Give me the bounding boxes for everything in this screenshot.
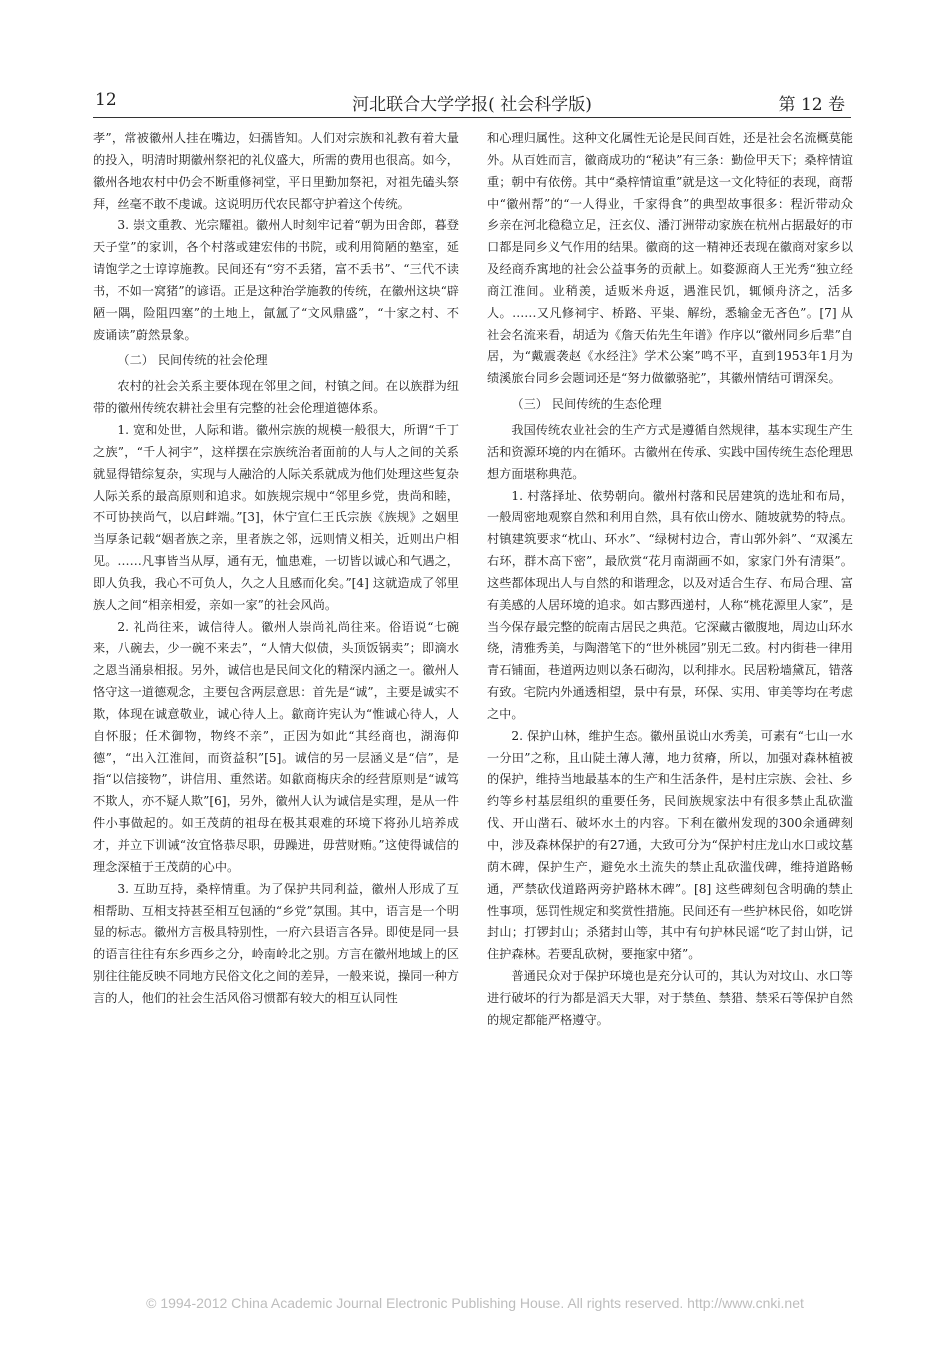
paragraph: 普通民众对于保护环境也是充分认可的，其认为对坟山、水口等进行破坏的行为都是滔天大罪，对于禁鱼、禁猎、禁采石等保护自然的规定都能严格遵守。 xyxy=(487,969,853,1027)
paragraph: 3. 互助互持，桑梓情重。为了保护共同利益，徽州人形成了互相帮助、互相支持甚至相互包涵的“乡党”氛围。其中，语言是一个明显的标志。徽州方言极具特别性，一府六县语言各异。即使是同一县的语言往往有东乡西乡之分，岭南岭北之别。方言在徽州地域上的区别往往能反映不同地方民俗文化之间的差异，一般来说，操同一种方言的人，他们的社会生活风俗习惯都有较大的相互认同性 xyxy=(93,881,459,1005)
paragraph: 2. 保护山林，维护生态。徽州虽说山水秀美，可素有“七山一水一分田”之称，且山陡土薄人薄，地力贫瘠，所以，加强对森林植被的保护，维持当地最基本的生产和生活条件，是村庄宗族、会社、乡约等乡村基层组织的重要任务，民间族规家法中有很多禁止乱砍滥伐、开山凿石、破坏水土的内容。下利在徽州发现的300余通碑刻中，涉及森林保护的有27通，大致可分为“保护村庄龙山水口或坟墓荫木碑，保护生产，避免水土流失的禁止乱砍滥伐碑，维持道路畅通，严禁砍伐道路两旁护路林木碑”。[8] 这些碑刻包含明确的禁止性事项，惩罚性规定和奖赏性措施。民间还有一些护林民俗，如吃饼封山；打锣封山；杀猪封山等，其中有句护林民谣“吃了封山饼，记住护森林。若要乱砍树，要拖家中猪”。 xyxy=(487,728,853,962)
journal-title: 河北联合大学学报( 社会科学版) xyxy=(352,95,592,115)
page-number: 12 xyxy=(95,90,117,110)
copyright-watermark: © 1994-2012 China Academic Journal Electronic Publishing House. All rights reserved. http://www.cnki.net xyxy=(146,1295,804,1311)
paragraph: 我国传统农业社会的生产方式是遵循自然规律，基本实现生产生活和资源环境的内在循环。古徽州在传承、实践中国传统生态伦理思想方面堪称典范。 xyxy=(487,422,853,481)
paragraph: 1. 宽和处世，人际和谐。徽州宗族的规模一般很大，所谓“千丁之族”，“千人祠宇”，这样摆在宗族统治者面前的人与人之间的关系就显得错综复杂，实现与人融洽的人际关系就成为他们处理这些复杂人际关系的最高原则和追求。如族规宗规中“邻里乡党，贵尚和睦，不可协挟尚气，以启衅端。”[3]，休宁宣仁王氏宗族《族规》之姻里当厚条记载“姻者族之亲，里者族之邻，远则情义相关，近则出户相见。……凡事皆当从厚，通有无，恤患难，一切皆以诚心和气遇之，即人负我，我心不可负人，久之人且感而化矣。”[4] 这就造成了邻里族人之间“相亲相爱，亲如一家”的社会风尚。 xyxy=(93,422,459,612)
running-header xyxy=(93,90,851,120)
section-heading: （三） 民间传统的生态伦理 xyxy=(511,397,662,412)
paragraph: 3. 崇文重教、光宗耀祖。徽州人时刻牢记着“朝为田舍郎，暮登天子堂”的家训，各个村落或建宏伟的书院，或利用简陋的塾室，延请饱学之士谆谆施教。民间还有“穷不丢猪，富不丢书”、“三代不读书，不如一窝猪”的谚语。正是这种治学施教的传统，在徽州这块“辟陋一隅，险阻四塞”的土地上，氤氲了“文风鼎盛”，“十家之村、不废诵读”蔚然景象。 xyxy=(93,218,459,342)
paragraph: 1. 村落择址、依势朝向。徽州村落和民居建筑的选址和布局，一般周密地观察自然和利用自然，具有依山傍水、随坡就势的特点。村镇建筑要求“枕山、环水”、“绿树村边合，青山郭外斜”、“双溪左右环，群木高下密”，最欣赏“花月南湖画不如，家家门外有清渠”。这些都体现出人与自然的和谐理念，以及对适合生存、布局合理、富有美感的人居环境的追求。如古黟西递村，人称“桃花源里人家”，是当今保存最完整的皖南古居民之典范。它深藏古徽腹地，周边山环水绕，清雅秀美，与陶潜笔下的“世外桃园”别无二致。村内街巷一律用青石铺面，巷道两边则以条石砌沟，以利排水。民居粉墙黛瓦，错落有致。宅院内外通透相望，景中有景，环保、实用、审美等均在考虑之中。 xyxy=(487,488,853,721)
section-heading: （二） 民间传统的社会伦理 xyxy=(117,353,268,368)
paragraph: 和心理归属性。这种文化属性无论是民间百姓，还是社会名流概莫能外。从百姓而言，徽商成功的“秘诀”有三条：勤俭甲天下；桑梓情谊重；朝中有依傍。其中“桑梓情谊重”就是这一文化特征的表现，商帮中“徽州帮”的“一人得业，千家得食”的典型故事很多：程沂带动众乡亲在河北稳稳立足，汪玄仪、潘汀洲带动家族在杭州占据最好的市口都是同乡义气作用的结果。徽商的这一精神还表现在徽商对家乡以及经商乔寓地的社会公益事务的贡献上。如婺源商人王光秀“独立经商江淮间。业稍羡，适贩米舟返，遇淮民饥，辄倾舟济之，活多人。……又凡修祠宇、桥路、平粜、解纷，悉输金无吝色”。[7] 从社会名流来看，胡适为《詹天佑先生年谱》作序以“徽州同乡后辈”自居，为“戴震袭赵《水经注》学术公案”鸣不平，直到1953年1月为绩溪旅台同乡会题词还是“努力做徽骆驼”，其徽州情结可谓深矣。 xyxy=(487,131,853,386)
left-column xyxy=(93,128,459,1010)
header-rule xyxy=(93,117,851,118)
right-column xyxy=(487,128,853,1032)
volume-label: 第 12 卷 xyxy=(778,95,845,115)
paragraph: 2. 礼尚往来，诚信待人。徽州人崇尚礼尚往来。俗语说“七碗来，八碗去，少一碗不来去”，“人情大似债，头顶饭锅卖”；即滴水之恩当涌泉相报。另外，诚信也是民间文化的精深内涵之一。徽州人恪守这一道德观念，主要包含两层意思：首先是“诚”，主要是诚实不欺，体现在诚意敬业，诚心待人上。歙商许宪认为“惟诚心待人，人自怀服；任术御物，物终不亲”，正因为如此“其经商也，湖海仰德”，“出入江淮间，而资益积”[5]。诚信的另一层涵义是“信”，是指“以信接物”，讲信用、重然诺。如歙商梅庆余的经营原则是“诚笃不欺人，亦不疑人欺”[6]，另外，徽州人认为诚信是实理，是从一件件小事做起的。如王茂荫的祖母在极其艰难的环境下将孙儿培养成才，并立下训诫“汝宜恪恭尽职，毋躁进，毋营财贿。”这使得诚信的理念深植于王茂荫的心中。 xyxy=(93,619,459,874)
paragraph: 农村的社会关系主要体现在邻里之间，村镇之间。在以族群为纽带的徽州传统农耕社会里有完整的社会伦理道德体系。 xyxy=(93,379,459,416)
paragraph: 孝”，常被徽州人挂在嘴边，妇孺皆知。人们对宗族和礼教有着大量的投入，明清时期徽州祭祀的礼仪盛大，所需的费用也很高。如今，徽州各地农村中仍会不断重修祠堂，平日里勤加祭祀，对祖先磕头祭拜，丝毫不敢不虔诚。这说明历代农民都守护着这个传统。 xyxy=(93,131,459,211)
